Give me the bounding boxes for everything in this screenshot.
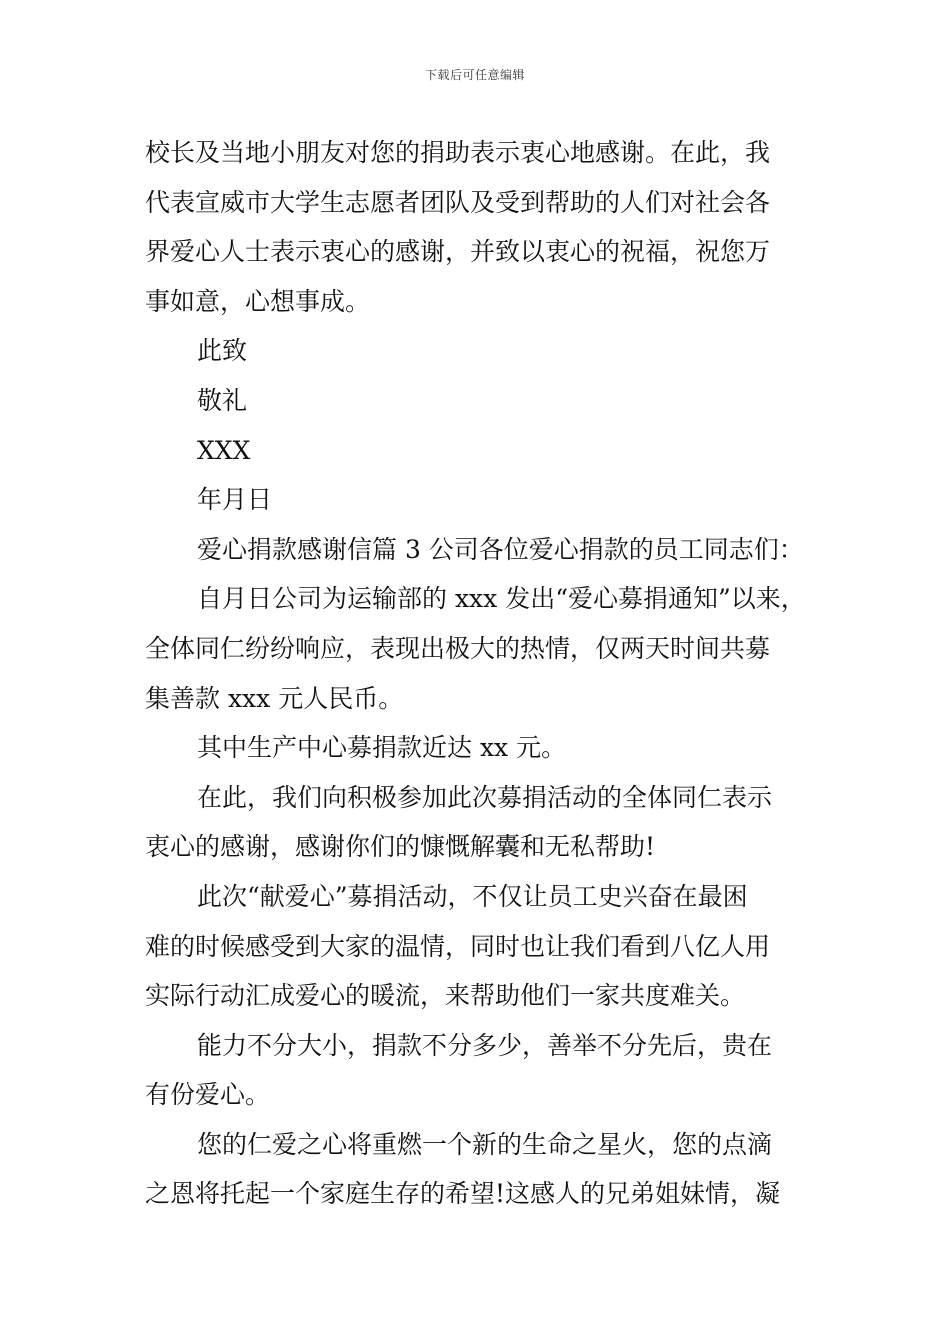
text-line: 难的时候感受到大家的温情，同时也让我们看到八亿人用 [145,931,771,961]
text-line: 实际行动汇成爱心的暖流，来帮助他们一家共度难关。 [145,981,746,1011]
text-line: 衷心的感谢，感谢你们的慷慨解囊和无私帮助! [145,832,656,862]
text-line: 此次“献爱心”募捐活动，不仅让员工史兴奋在最困 [197,881,748,911]
page-header-note: 下载后可任意编辑 [424,68,525,82]
text-line: 校长及当地小朋友对您的捐助表示衷心地感谢。在此，我 [145,138,771,167]
text-line: 年月日 [197,485,273,515]
text-line: 在此，我们向积极参加此次募捐活动的全体同仁表示 [197,782,773,812]
text-line: 全体同仁纷纷响应，表现出极大的热情，仅两天时间共募 [145,633,771,663]
text-line: 爱心捐款感谢信篇 3 公司各位爱心捐款的员工同志们： [197,534,804,564]
text-line: 您的仁爱之心将重燃一个新的生命之星火，您的点滴 [197,1129,773,1159]
document-body [145,128,807,1219]
text-line: 此致 [197,336,248,366]
text-line: 自月日公司为运输部的 xxx 发出“爱心募捐通知”以来， [197,584,806,614]
text-line: 事如意，心想事成。 [145,286,371,316]
text-line: 集善款 xxx 元人民币。 [145,683,404,713]
text-line: 有份爱心。 [145,1080,271,1110]
text-line: 其中生产中心募捐款近达 xx 元。 [197,733,567,763]
text-line: 之恩将托起一个家庭生存的希望!这感人的兄弟姐妹情，凝 [145,1179,781,1209]
text-line: XXX [197,435,251,465]
text-line: 能力不分大小，捐款不分多少，善举不分先后，贵在 [197,1030,773,1060]
text-line: 敬礼 [197,385,248,415]
text-line: 代表宣威市大学生志愿者团队及受到帮助的人们对社会各 [145,187,771,217]
text-line: 界爱心人士表示衷心的感谢，并致以衷心的祝福，祝您万 [145,237,771,267]
